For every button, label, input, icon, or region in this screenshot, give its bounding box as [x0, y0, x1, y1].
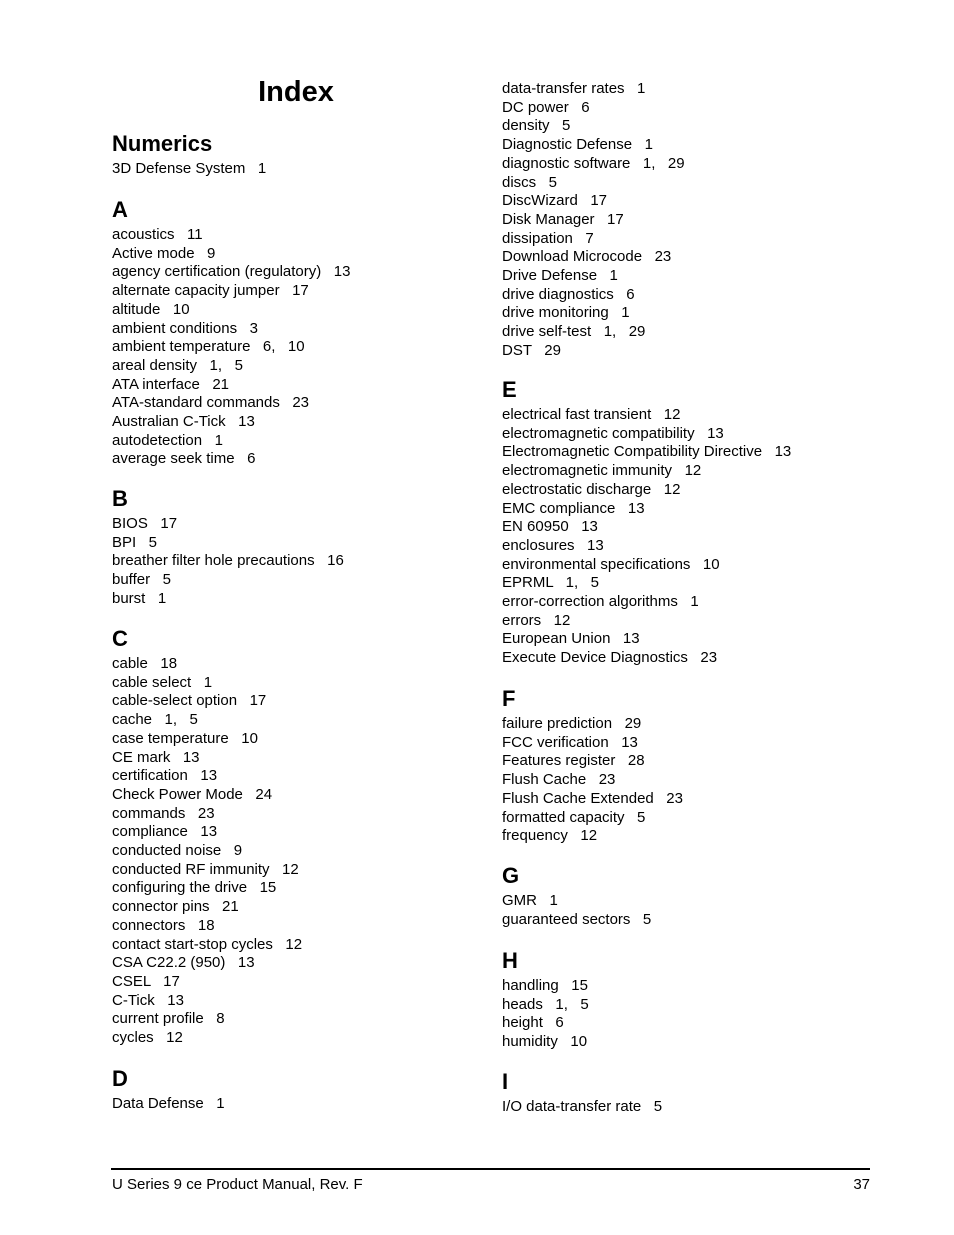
index-entry: CSA C22.2 (950) 13	[112, 954, 255, 972]
index-entry: BPI 5	[112, 533, 158, 551]
index-entry: DST 29	[502, 341, 561, 359]
index-entry: CSEL 17	[112, 972, 180, 990]
index-entry: configuring the drive 15	[112, 879, 277, 897]
index-entry: ambient temperature 6, 10	[112, 338, 305, 356]
index-entry: failure prediction 29	[502, 715, 642, 732]
index-entry: EN 60950 13	[502, 518, 598, 536]
index-entry: Active mode 9	[112, 244, 216, 262]
index-entry: Electromagnetic Compatibility Directive 13	[502, 443, 792, 461]
section-heading: A	[112, 197, 128, 222]
footer-document-title: U Series 9 ce Product Manual, Rev. F	[112, 1176, 363, 1193]
index-entry: density 5	[502, 117, 571, 135]
section-heading: G	[502, 863, 520, 888]
index-section	[502, 376, 792, 667]
index-entry: handling 15	[502, 977, 588, 994]
index-section	[502, 1068, 663, 1115]
index-section	[112, 196, 351, 468]
section-heading: Numerics	[112, 131, 213, 156]
index-section	[502, 947, 589, 1051]
index-entry: I/O data-transfer rate 5	[502, 1098, 663, 1115]
index-entry: connector pins 21	[112, 898, 239, 916]
index-entry: C-Tick 13	[112, 991, 184, 1009]
index-entry: Diagnostic Defense 1	[502, 136, 653, 154]
index-entry: European Union 13	[502, 630, 640, 648]
index-entry: drive diagnostics 6	[502, 285, 635, 303]
section-heading: B	[112, 486, 128, 511]
index-entry: dissipation 7	[502, 229, 594, 247]
index-entry: alternate capacity jumper 17	[112, 282, 309, 300]
index-entry: EPRML 1, 5	[502, 574, 599, 592]
index-section	[112, 625, 303, 1047]
index-entry: agency certification (regulatory) 13	[112, 263, 351, 281]
index-entry: connectors 18	[112, 916, 215, 934]
index-entry: diagnostic software 1, 29	[502, 154, 685, 172]
index-entry: discs 5	[502, 173, 558, 191]
index-entry: case temperature 10	[112, 729, 258, 747]
index-section	[112, 1065, 225, 1112]
index-entry: errors 12	[502, 611, 571, 629]
index-entry: Download Microcode 23	[502, 248, 672, 266]
index-entry: BIOS 17	[112, 515, 178, 532]
index-entry: heads 1, 5	[502, 995, 589, 1013]
index-entry: electrostatic discharge 12	[502, 480, 681, 498]
index-entry: error-correction algorithms 1	[502, 593, 699, 611]
index-entry: drive self-test 1, 29	[502, 323, 646, 341]
index-entry: electromagnetic compatibility 13	[502, 424, 724, 442]
index-entry: autodetection 1	[112, 431, 223, 449]
index-entry: Disk Manager 17	[502, 210, 624, 228]
index-entry: current profile 8	[112, 1010, 225, 1028]
index-entry: Australian C-Tick 13	[112, 413, 255, 431]
index-entry: Drive Defense 1	[502, 267, 618, 285]
index-entry: conducted RF immunity 12	[112, 860, 299, 878]
index-entry: Data Defense 1	[112, 1095, 225, 1112]
index-entry: altitude 10	[112, 300, 190, 318]
index-entry: acoustics 11	[112, 226, 203, 243]
index-entry: guaranteed sectors 5	[502, 910, 652, 928]
index-entry: contact start-stop cycles 12	[112, 935, 303, 953]
index-entry: certification 13	[112, 767, 218, 785]
section-heading: D	[112, 1066, 128, 1091]
page-title: Index	[258, 76, 334, 108]
index-entry: cable select 1	[112, 673, 213, 691]
index-entry: environmental specifications 10	[502, 555, 720, 573]
index-section	[502, 685, 683, 845]
section-heading: I	[502, 1069, 509, 1094]
index-entry: cable 18	[112, 655, 178, 672]
index-entry: electromagnetic immunity 12	[502, 462, 702, 480]
index-entry: conducted noise 9	[112, 842, 243, 860]
footer-divider	[111, 1168, 870, 1170]
index-entry: Check Power Mode 24	[112, 785, 273, 803]
index-entry: breather filter hole precautions 16	[112, 552, 344, 570]
index-entry: Flush Cache Extended 23	[502, 789, 683, 807]
index-entry: average seek time 6	[112, 450, 256, 468]
index-entry: GMR 1	[502, 892, 558, 909]
index-entry: cycles 12	[112, 1029, 183, 1047]
section-heading: F	[502, 686, 516, 711]
index-entry: FCC verification 13	[502, 733, 638, 751]
index-entry: Features register 28	[502, 752, 645, 770]
index-entry: CE mark 13	[112, 748, 200, 766]
index-entry: cache 1, 5	[112, 711, 198, 729]
index-entry: DiscWizard 17	[502, 192, 608, 210]
index-entry: buffer 5	[112, 571, 171, 589]
index-entry: 3D Defense System 1	[112, 160, 267, 177]
index-section	[112, 130, 267, 177]
index-entry: Flush Cache 23	[502, 771, 616, 789]
index-entry: humidity 10	[502, 1033, 588, 1051]
index-entry: commands 23	[112, 804, 215, 822]
index-entry: cable-select option 17	[112, 692, 267, 710]
index-section	[112, 485, 344, 607]
index-entry: formatted capacity 5	[502, 808, 646, 826]
index-entry: ATA-standard commands 23	[112, 394, 310, 412]
index-entry: drive monitoring 1	[502, 304, 630, 322]
index-entry: Execute Device Diagnostics 23	[502, 649, 718, 667]
index-section	[502, 862, 652, 928]
index-entry: burst 1	[112, 589, 167, 607]
index-entry: data-transfer rates 1	[502, 80, 646, 97]
index-entry: ambient conditions 3	[112, 319, 258, 337]
section-heading: C	[112, 626, 128, 651]
index-entry: compliance 13	[112, 823, 218, 841]
footer-page-number: 37	[853, 1176, 870, 1193]
index-entry: EMC compliance 13	[502, 499, 645, 517]
index-entry: frequency 12	[502, 827, 598, 845]
index-entry: areal density 1, 5	[112, 356, 243, 374]
index-entry: enclosures 13	[502, 536, 604, 554]
index-entry: DC power 6	[502, 98, 590, 116]
index-entry: ATA interface 21	[112, 375, 230, 393]
index-entry: height 6	[502, 1014, 564, 1032]
index-entry: electrical fast transient 12	[502, 406, 681, 423]
section-heading: H	[502, 948, 518, 973]
section-heading: E	[502, 377, 517, 402]
